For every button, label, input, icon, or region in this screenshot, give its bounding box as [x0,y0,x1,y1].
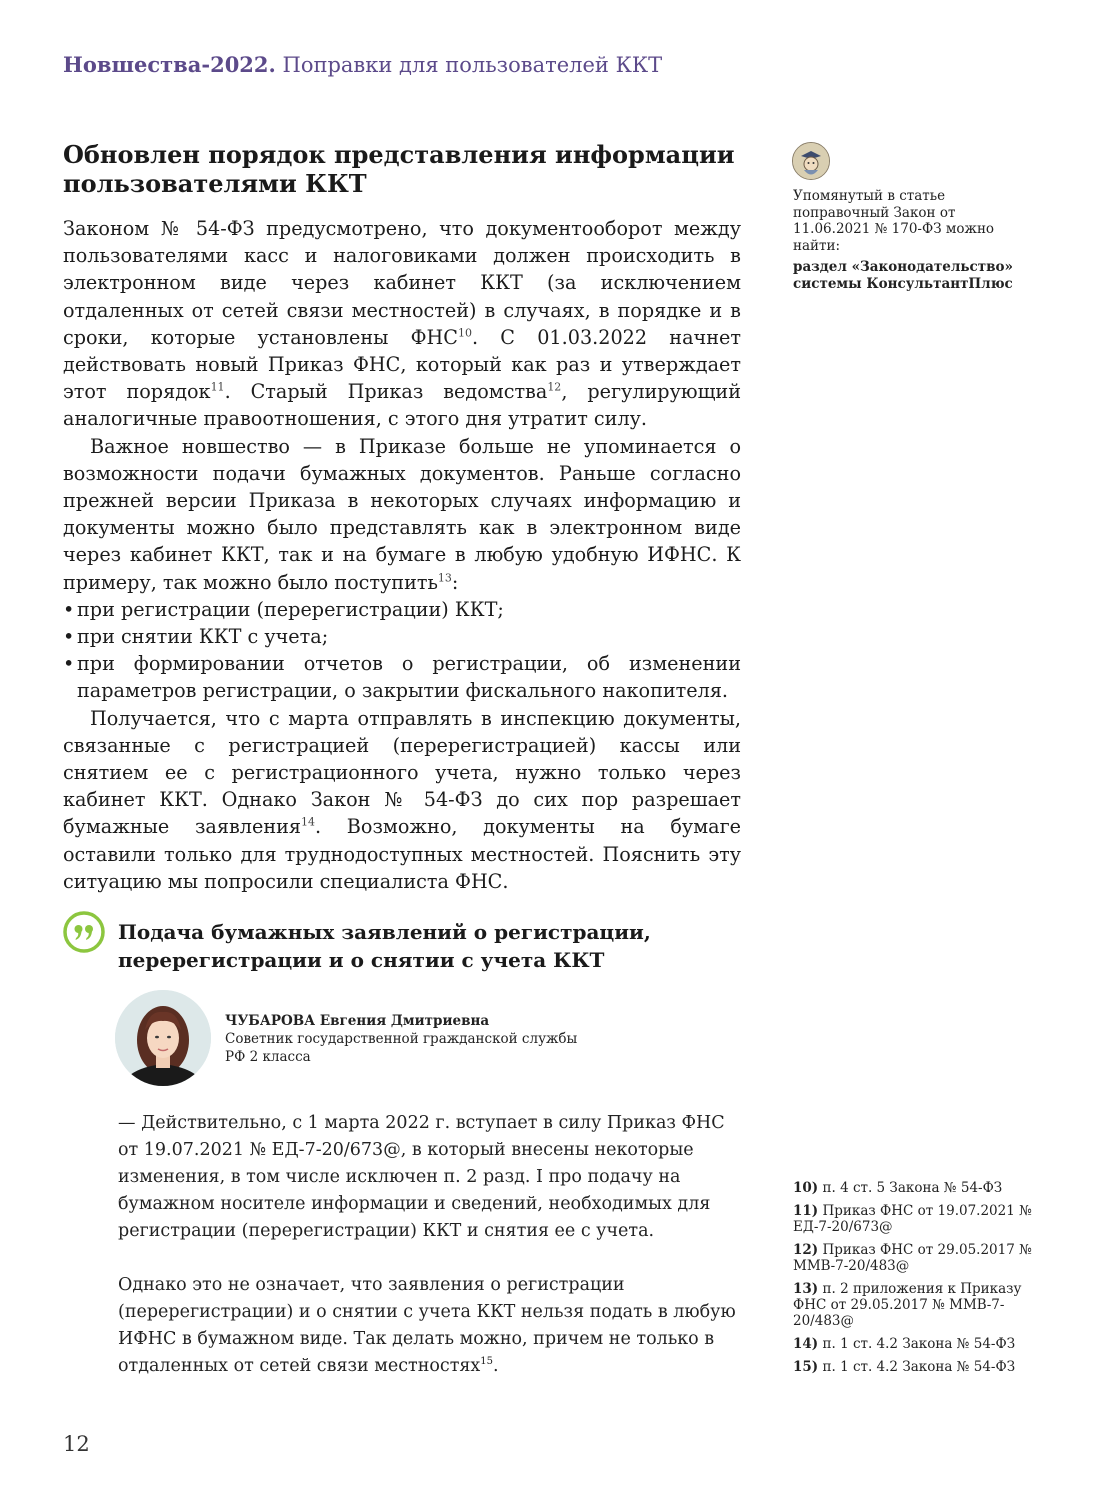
footnote-item: 11) Приказ ФНС от 19.07.2021 № ЕД-7-20/673@ [793,1203,1032,1235]
paragraph-3: Получается, что с марта отправлять в инспекцию документы, связанные с регистрацией (перерегистрацией) кассы или снятием ее с регистрационного учета, нужно только через кабинет ККТ. Однако Закон № 54-ФЗ до сих пор разрешает бумажные заявления$^{14}$. Возможно, документы на бумаге оставили только для труднодоступных местностей. Пояснить эту ситуацию мы попросили специалиста ФНС. [63,706,741,893]
article-body [63,215,741,895]
header-rest: Поправки для пользователей ККТ [275,53,663,77]
footnote-item: 13) п. 2 приложения к Приказу ФНС от 29.05.2017 № ММВ-7-20/483@ [793,1281,1022,1329]
list-item: • при снятии ККТ с учета; [63,623,741,650]
quote-mark-icon [62,910,106,954]
footnote-ref-11[interactable]: 11 [210,380,225,394]
sidebar-note-text: Упомянутый в статье поправочный Закон от 11.06.2021 № 170-ФЗ можно найти: [793,188,995,254]
expert-info [225,1012,585,1066]
expert-role: Советник государственной гражданской службы РФ 2 класса [225,1031,578,1065]
sidebar-note [793,188,1033,292]
quote-title: Подача бумажных заявлений о регистрации, перерегистрации и о снятии с учета ККТ [118,920,651,972]
page-number: 12 [63,1432,90,1456]
footnote-ref-13[interactable]: 13 [437,571,452,585]
footnote-item: 15) п. 1 ст. 4.2 Закона № 54-ФЗ [793,1359,1016,1375]
footnote-ref-12[interactable]: 12 [547,380,562,394]
expert-photo [115,990,211,1086]
paragraph-2: Важное новшество — в Приказе больше не упоминается о возможности подачи бумажных документов. Раньше согласно прежней версии Приказа в некоторых случаях информацию и документы можно было представлять как в электронном виде через кабинет ККТ, так и на бумаге в любую удобную ИФНС. К примеру, так можно было поступить$^{13}$: [63,434,741,594]
footnote-ref-15[interactable]: 15 [480,1356,494,1368]
footnote-ref-10[interactable]: 10 [457,326,472,340]
quote-text [118,1110,738,1380]
bullet-list [63,596,741,705]
quote-paragraph-2: Однако это не означает, что заявления о регистрации (перерегистрации) и о снятии с учета ККТ нельзя подать в любую ИФНС в бумажном виде. Так делать можно, причем не только в отдаленных от сетей связи местностях$^{15}$. [118,1275,736,1376]
header-bold: Новшества-2022. [63,52,276,77]
paragraph-1: Законом № 54-ФЗ предусмотрено, что документооборот между пользователями касс и налоговиками должен происходить в электронном виде через кабинет ККТ (за исключением отдаленных от сетей связи местностей) в случаях, в порядке и в сроки, которые установлены ФНС$^{10}$. С 01.03.2022 начнет действовать новый Приказ ФНС, который как раз и утверждает этот порядок$^{11}$. Старый Приказ ведомства$^{12}$, регулирующий аналогичные правоотношения, с этого дня утратит силу. [63,217,741,431]
footnote-item: 12) Приказ ФНС от 29.05.2017 № ММВ-7-20/483@ [793,1242,1032,1274]
footnote-item: 10) п. 4 ст. 5 Закона № 54-ФЗ [793,1180,1003,1196]
expert-avatar-icon [792,142,830,180]
footnote-ref-14[interactable]: 14 [301,816,315,830]
list-item: • при формировании отчетов о регистрации, об изменении параметров регистрации, о закрытии фискального накопителя. [63,650,741,704]
article-title: Обновлен порядок представления информации пользователями ККТ [63,140,735,198]
list-item: • при регистрации (перерегистрации) ККТ; [63,596,741,623]
expert-name: ЧУБАРОВА Евгения Дмитриевна [225,1013,490,1029]
sidebar-note-source[interactable]: раздел «Законодательство» системы КонсультантПлюс [793,259,1013,292]
footnotes [793,1180,1033,1382]
quote-paragraph-1: — Действительно, с 1 марта 2022 г. вступает в силу Приказ ФНС от 19.07.2021 № ЕД-7-20/673@, в который внесены некоторые изменения, в том числе исключен п. 2 разд. I про подачу на бумажном носителе информации и сведений, необходимых для регистрации (перерегистрации) ККТ и снятия ее с учета. [118,1113,725,1241]
running-header [63,52,662,77]
footnote-item: 14) п. 1 ст. 4.2 Закона № 54-ФЗ [793,1336,1016,1352]
